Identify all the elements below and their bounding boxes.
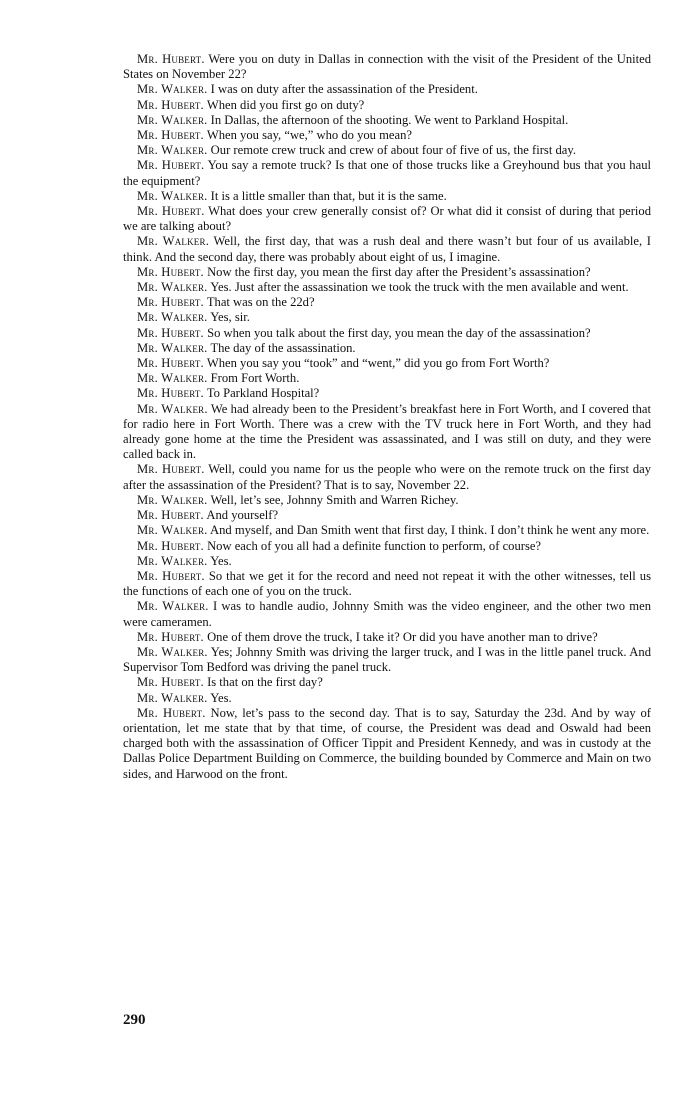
speaker-label: Mr. Hubert.: [137, 538, 204, 553]
speaker-label: Mr. Hubert.: [137, 386, 204, 401]
paragraph-text: When you say you “took” and “went,” did you go from Fort Worth?: [206, 356, 550, 371]
transcript-paragraph: [123, 52, 651, 82]
transcript-paragraph: [123, 675, 651, 690]
paragraph-text: When did you first go on duty?: [206, 97, 365, 112]
paragraph-text: And yourself?: [206, 508, 279, 523]
transcript-paragraph: [123, 508, 651, 523]
paragraph-text: To Parkland Hospital?: [206, 386, 320, 401]
paragraph-text: From Fort Worth.: [210, 371, 300, 386]
paragraph-text: Is that on the first day?: [207, 675, 323, 690]
paragraph-text: Our remote crew truck and crew of about four of five of us, the first day.: [210, 143, 576, 158]
transcript-paragraph: [123, 295, 651, 310]
transcript-paragraph: [123, 82, 651, 97]
speaker-label: Mr. Hubert.: [137, 158, 205, 173]
speaker-label: Mr. Walker.: [137, 371, 208, 386]
paragraph-text: I was to handle audio, Johnny Smith was the video engineer, and the other two men were cameramen.: [123, 599, 651, 629]
speaker-label: Mr. Walker.: [137, 82, 208, 97]
paragraph-text: So that we get it for the record and need not repeat it with the other witnesses, tell us the functions of each one of you on the truck.: [123, 568, 651, 599]
speaker-label: Mr. Hubert.: [137, 97, 204, 112]
paragraph-text: What does your crew generally consist of? Or what did it consist of during that period we are talking about?: [123, 204, 651, 234]
paragraph-text: Yes; Johnny Smith was driving the larger truck, and I was in the little panel truck. And Supervisor Tom Bedford was driving the panel truck.: [123, 644, 651, 675]
speaker-label: Mr. Walker.: [137, 523, 208, 538]
speaker-label: Mr. Walker.: [137, 644, 208, 659]
paragraph-text: And myself, and Dan Smith went that first day, I think. I don’t think he went any more.: [209, 523, 650, 538]
speaker-label: Mr. Walker.: [137, 234, 210, 249]
paragraph-text: Yes.: [210, 690, 232, 705]
speaker-label: Mr. Hubert.: [137, 629, 204, 644]
speaker-label: Mr. Hubert.: [137, 295, 204, 310]
transcript-paragraph: [123, 462, 651, 492]
paragraph-text: I was on duty after the assassination of the President.: [210, 82, 478, 97]
transcript-paragraph: [123, 539, 651, 554]
transcript-paragraph: [123, 599, 651, 629]
paragraph-text: Were you on duty in Dallas in connection with the visit of the President of the United States on November 22?: [123, 52, 652, 82]
speaker-label: Mr. Walker.: [137, 188, 208, 203]
paragraph-text: The day of the assassination.: [210, 340, 356, 355]
transcript-paragraph: [123, 523, 651, 538]
speaker-label: Mr. Hubert.: [137, 325, 204, 340]
transcript-paragraph: [123, 113, 651, 128]
transcript-paragraph: [123, 569, 651, 599]
paragraph-text: You say a remote truck? Is that one of those trucks like a Greyhound bus that you haul the equipment?: [123, 158, 651, 188]
paragraph-text: One of them drove the truck, I take it? Or did you have another man to drive?: [207, 629, 598, 644]
speaker-label: Mr. Hubert.: [137, 568, 205, 583]
transcript-paragraph: [123, 280, 651, 295]
paragraph-text: Yes, sir.: [210, 310, 250, 325]
speaker-label: Mr. Walker.: [137, 340, 208, 355]
paragraph-text: Now each of you all had a definite function to perform, of course?: [207, 538, 542, 553]
paragraph-text: Yes. Just after the assassination we took the truck with the men available and went.: [210, 280, 629, 295]
transcript-paragraph: [123, 189, 651, 204]
transcript-paragraph: [123, 143, 651, 158]
transcript-paragraph: [123, 493, 651, 508]
transcript-paragraph: [123, 706, 651, 782]
transcript-paragraph: [123, 645, 651, 675]
transcript-paragraph: [123, 371, 651, 386]
transcript-paragraph: [123, 630, 651, 645]
transcript-paragraph: [123, 234, 651, 264]
transcript-paragraph: [123, 310, 651, 325]
speaker-label: Mr. Walker.: [137, 143, 208, 158]
speaker-label: Mr. Walker.: [137, 599, 209, 614]
paragraph-text: So when you talk about the first day, you mean the day of the assassination?: [207, 325, 591, 340]
speaker-label: Mr. Walker.: [137, 310, 208, 325]
speaker-label: Mr. Walker.: [137, 401, 208, 416]
speaker-label: Mr. Hubert.: [137, 264, 204, 279]
transcript-paragraph: [123, 386, 651, 401]
paragraph-text: It is a little smaller than that, but it is the same.: [210, 188, 447, 203]
paragraph-text: Well, the first day, that was a rush deal and there wasn’t but four of us available, I think. And the second day, there was probably about eight of us, I imagine.: [123, 234, 651, 264]
speaker-label: Mr. Hubert.: [137, 675, 204, 690]
speaker-label: Mr. Hubert.: [137, 128, 204, 143]
transcript-paragraph: [123, 691, 651, 706]
speaker-label: Mr. Hubert.: [137, 204, 205, 219]
speaker-label: Mr. Walker.: [137, 112, 208, 127]
transcript-paragraph: [123, 128, 651, 143]
speaker-label: Mr. Hubert.: [137, 508, 204, 523]
transcript-paragraph: [123, 204, 651, 234]
speaker-label: Mr. Walker.: [137, 492, 208, 507]
speaker-label: Mr. Hubert.: [137, 705, 206, 720]
transcript-paragraph: [123, 554, 651, 569]
paragraph-text: Well, could you name for us the people who were on the remote truck on the first day after the assassination of the President? That is to say, November 22.: [123, 462, 651, 492]
speaker-label: Mr. Hubert.: [137, 356, 204, 371]
transcript-paragraph: [123, 402, 651, 463]
paragraph-text: Now the first day, you mean the first day after the President’s assassination?: [207, 264, 591, 279]
transcript-paragraph: [123, 98, 651, 113]
transcript-body: [123, 52, 651, 782]
transcript-paragraph: [123, 158, 651, 188]
paragraph-text: When you say, “we,” who do you mean?: [206, 128, 412, 143]
transcript-paragraph: [123, 356, 651, 371]
transcript-paragraph: [123, 341, 651, 356]
page-number: 290: [123, 1012, 146, 1028]
paragraph-text: That was on the 22d?: [206, 295, 315, 310]
transcript-paragraph: [123, 265, 651, 280]
speaker-label: Mr. Hubert.: [137, 52, 205, 66]
transcript-paragraph: [123, 326, 651, 341]
paragraph-text: We had already been to the President’s breakfast here in Fort Worth, and I covered that for radio here in Fort Worth. There was a crew with the TV truck here in Fort Worth, and they had already gone home at the time the President was assassinated, and I was still on duty, and they were called back in.: [123, 401, 651, 462]
paragraph-text: Yes.: [210, 553, 232, 568]
speaker-label: Mr. Walker.: [137, 280, 208, 295]
speaker-label: Mr. Walker.: [137, 553, 208, 568]
paragraph-text: In Dallas, the afternoon of the shooting. We went to Parkland Hospital.: [210, 112, 569, 127]
speaker-label: Mr. Hubert.: [137, 462, 205, 477]
paragraph-text: Well, let’s see, Johnny Smith and Warren Richey.: [210, 492, 459, 507]
paragraph-text: Now, let’s pass to the second day. That is to say, Saturday the 23d. And by way of orientation, let me state that by that time, of course, the President was dead and Oswald had been charged both with the assassination of Officer Tippit and President Kennedy, and was in custody at the Dallas Police Department Building on Commerce, the building bounded by Commerce and Main on two sides, and Harwood on the front.: [123, 705, 652, 781]
speaker-label: Mr. Walker.: [137, 690, 208, 705]
